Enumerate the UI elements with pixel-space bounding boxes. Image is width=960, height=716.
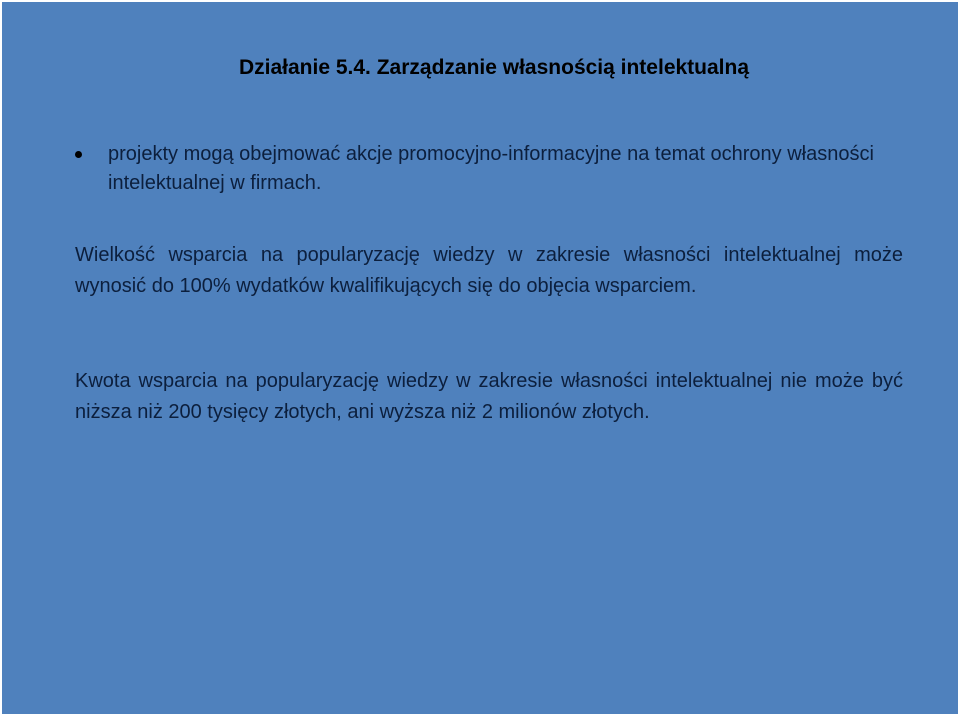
slide-title: Działanie 5.4. Zarządzanie własnością intelektualną (238, 56, 750, 79)
bullet-dot-icon (75, 151, 82, 158)
bullet-item (75, 140, 895, 198)
paragraph-support-amount: Kwota wsparcia na popularyzację wiedzy w zakresie własności intelektualnej nie może być niższa niż 200 tysięcy złotych, ani wyższa niż 2 milionów złotych. (75, 370, 903, 423)
paragraph-support-level: Wielkość wsparcia na popularyzację wiedzy w zakresie własności intelektualnej może wynosić do 100% wydatków kwalifikujących się do objęcia wsparciem. (75, 244, 903, 297)
bullet-text: projekty mogą obejmować akcje promocyjno-informacyjne na temat ochrony własności intelektualnej w firmach. (108, 143, 874, 194)
bullet-list (75, 140, 895, 198)
slide (2, 2, 958, 714)
